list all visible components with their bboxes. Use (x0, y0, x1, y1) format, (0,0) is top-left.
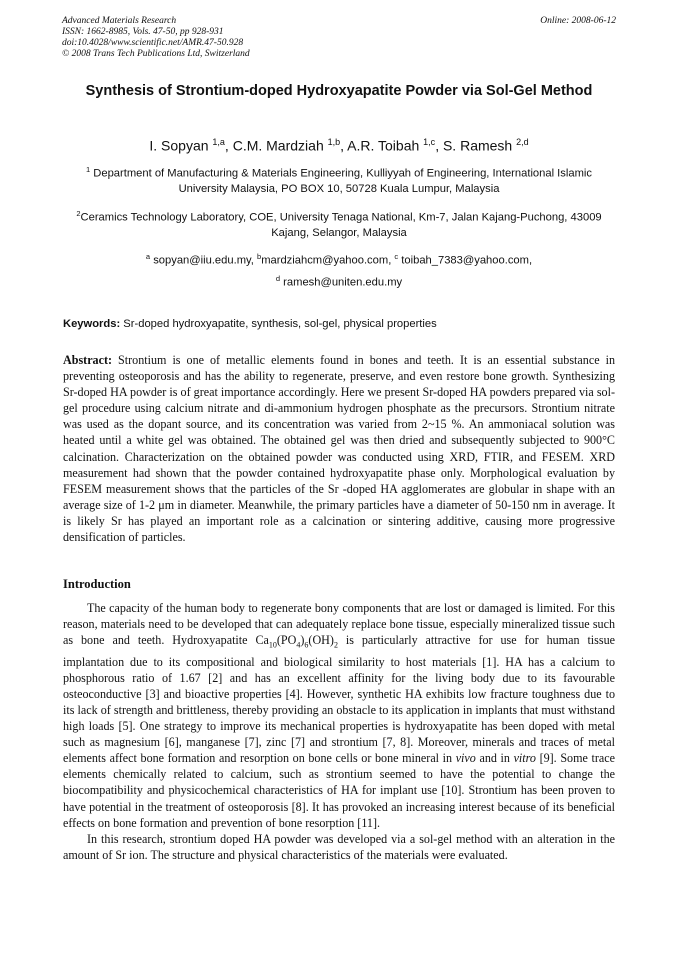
email-c: toibah_7383@yahoo.com, (398, 254, 533, 267)
affiliation-1-mark: 1 (85, 165, 91, 174)
email-line-1 (62, 249, 616, 269)
italic-term: vivo (455, 751, 476, 766)
email-mark-a: a (145, 252, 151, 261)
intro-text: is particularly attractive for use for human tissue implantation due to its compositional and biological similarity to host materials [1]. HA has a calcium to phosphorous ratio of 1.67 [2] and has an excellent affinity for the living body due to its favourable osteoconductive [3] and bioactive properties [4]. However, synthetic HA exhibits low fracture toughness due to its lack of strength and brittleness, thereby providing an obstacle to its application in implants that must withstand high loads [5]. One strategy to improve its mechanical properties is hydroxyapatite has been doped with metal such as magnesium [6], manganese [7], zinc [7] and strontium [7, 8]. Moreover, minerals and traces of metal elements affect bone formation and resorption on bone cells or bone mineral in (63, 633, 615, 766)
formula-subscript: 10 (268, 640, 277, 650)
affiliation-2-mark: 2 (76, 209, 81, 218)
introduction-paragraph-1 (63, 600, 615, 831)
author-affil: 1,c (423, 137, 436, 147)
formula-subscript: 2 (333, 640, 338, 650)
intro-text: [9]. Some trace elements chemically related to calcium, such as strontium seemed to have the potential to change the biocompatibility and physicochemical characteristics of HA for implant use [10]. Strontium has been proven to have potential in the treatment of osteoporosis [8]. It has provoked an increasing interest because of its beneficial effects on bone formation and prevention of bone resorption [11]. (63, 751, 615, 830)
keywords-label: Keywords: (63, 318, 121, 330)
author-name: C.M. Mardziah (232, 137, 328, 154)
journal-name: Advanced Materials Research (62, 16, 177, 26)
email-mark-d: d (275, 274, 281, 283)
formula-subscript: 6 (304, 640, 309, 650)
intro-text: The capacity of the human body to regenerate bony components that are lost or damaged is limited. For this reason, materials need to be developed that can adequately replace bone tissue, especially mineralized tissue such as bone and teeth. Hydroxyapatite Ca (63, 601, 615, 648)
author-affil: 1,a (212, 137, 225, 147)
author-affil: 1,b (327, 137, 341, 147)
affiliation-1 (72, 162, 606, 197)
introduction-paragraph-2: In this research, strontium doped HA powder was developed via a sol-gel method with an alteration in the amount of Sr ion. The structure and physical characteristics of the materials were evaluated. (63, 831, 615, 862)
affiliation-2-text: Ceramics Technology Laboratory, COE, University Tenaga National, Km-7, Jalan Kajang-Puchong, 43009 Kajang, Selangor, Malaysia (80, 211, 602, 239)
intro-text: and in (475, 751, 514, 766)
section-heading-introduction: Introduction (63, 577, 131, 591)
email-a: sopyan@iiu.edu.my, (150, 254, 258, 267)
email-line-2 (62, 271, 616, 291)
author-name: I. Sopyan (149, 137, 213, 154)
paper-title: Synthesis of Strontium-doped Hydroxyapatite Powder via Sol-Gel Method (85, 83, 593, 99)
email-b: mardziahcm@yahoo.com, (261, 254, 395, 267)
formula-subscript: 4 (296, 640, 301, 650)
intro-text: (OH) (308, 633, 334, 648)
introduction-body (63, 600, 615, 863)
author-name: A.R. Toibah (347, 137, 424, 154)
keywords (63, 317, 617, 332)
keywords-text: Sr-doped hydroxyapatite, synthesis, sol-gel, physical properties (120, 318, 437, 330)
email-mark-b: b (257, 252, 262, 261)
issn-line: ISSN: 1662-8985, Vols. 47-50, pp 928-931 (62, 27, 224, 37)
abstract-label: Abstract: (63, 353, 113, 367)
doi-line: doi:10.4028/www.scientific.net/AMR.47-50.928 (62, 38, 244, 48)
author-list (62, 133, 616, 155)
email-d: ramesh@uniten.edu.my (280, 276, 403, 289)
italic-term: vitro (513, 751, 536, 766)
journal-header (62, 16, 616, 60)
author-sep: , (435, 137, 443, 154)
online-date: Online: 2008-06-12 (540, 16, 616, 26)
affiliation-2 (72, 206, 606, 241)
author-sep: , (340, 137, 348, 154)
author-sep: , (224, 137, 233, 154)
copyright-line: © 2008 Trans Tech Publications Ltd, Switzerland (62, 49, 250, 59)
author-name: S. Ramesh (442, 137, 517, 154)
abstract (63, 352, 615, 545)
author-affil: 2,d (516, 137, 529, 147)
affiliation-1-text: Department of Manufacturing & Materials Engineering, Kulliyyah of Engineering, International Islamic University Malaysia, PO BOX 10, 50728 Kuala Lumpur, Malaysia (90, 167, 592, 195)
intro-text: ) (300, 633, 305, 648)
abstract-text: Strontium is one of metallic elements found in bones and teeth. It is an essential substance in preventing osteoporosis and has the ability to regenerate, preserve, and even restore bone growth. Synthesizing Sr-doped HA powder is of great importance accordingly. Here we present Sr-doped HA powders prepared via sol-gel procedure using calcium nitrate and di-ammonium hydrogen phosphate as the precursors. Strontium nitrate was used as the dopant source, and its concentration was varied from 2~15 %. An ammoniacal solution was heated until a white gel was obtained. The obtained gel was then dried and subsequently subjected to 900°C calcination. Characterization on the obtained powder was conducted using XRD, FTIR, and FESEM. XRD measurement had shown that the powder contained hydroxyapatite phase only. Morphological evaluation by FESEM measurement shows that the particles of the Sr -doped HA agglomerates are globular in shape with an average size of 1-2 μm in diameter. Meanwhile, the primary particles have a diameter of 50-150 nm in average. It is likely Sr has played an important role as a calcination or sintering additive, causing more progressive densification of particles. (63, 353, 615, 545)
intro-text: (PO (276, 633, 297, 648)
email-mark-c: c (394, 252, 399, 261)
